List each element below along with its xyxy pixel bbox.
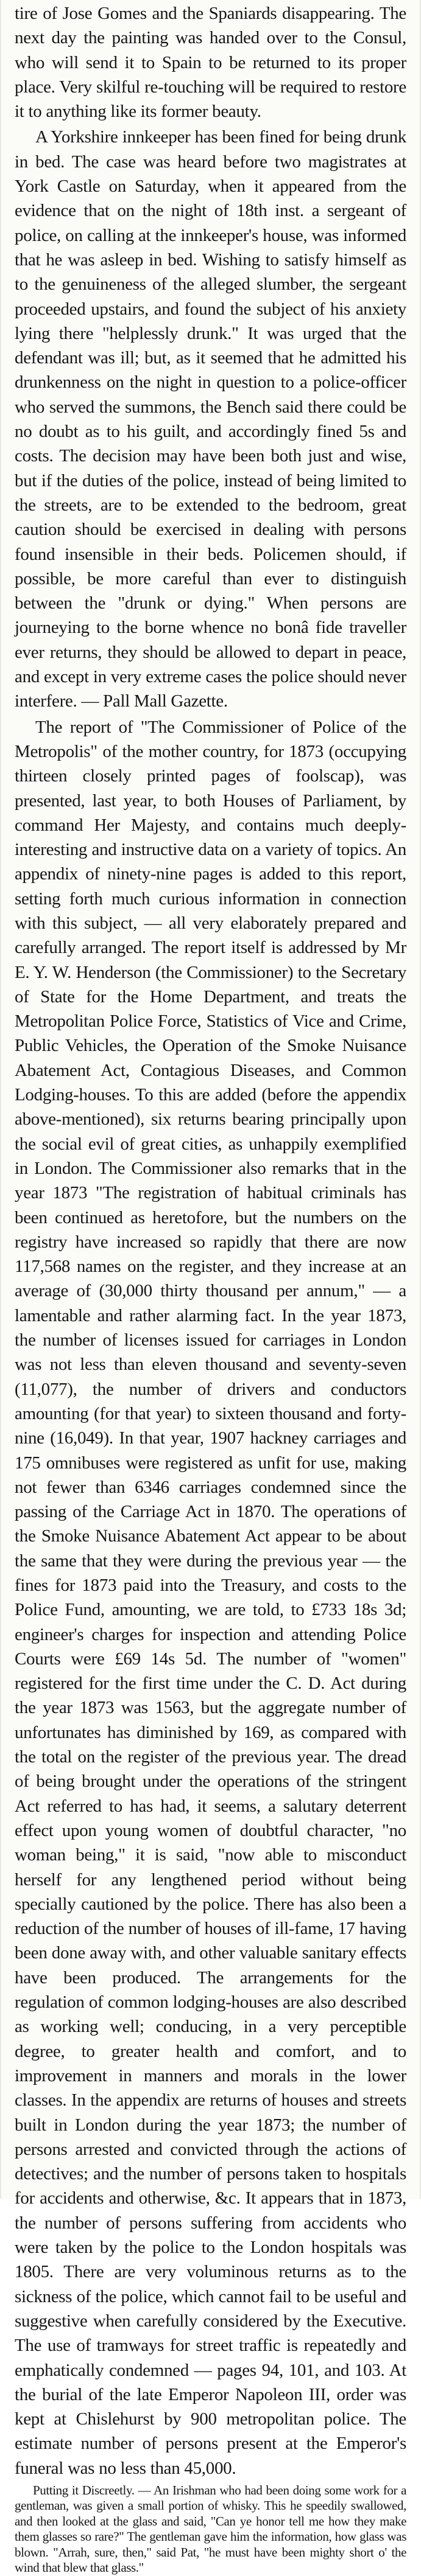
article-spaniards-text: tire of Jose Gomes and the Spaniards disappearing. The next day the painting was handed over to the Consul, who will send it to Spain to be returned to its proper place. Very skilful re-touching will be required to restore it to anything like its former beauty.	[15, 4, 406, 122]
article-police-report	[15, 715, 406, 2480]
article-yorkshire-text: A Yorkshire innkeeper has been fined for being drunk in bed. The case was heard before two magistrates at York Castle on Saturday, when it appeared from the evidence that on the night of 18th inst. a sergeant of police, on calling at the innkeeper's house, was informed that he was asleep in bed. Wishing to satisfy himself as to the genuineness of the alleged slumber, the sergeant proceeded upstairs, and found the subject of his anxiety lying there "helplessly drunk." It was urged that the defendant was ill; but, as it seemed that he admitted his drunkenness on the night in question to a police-officer who served the summons, the Bench said there could be no doubt as to his guilt, and accordingly fined 5s and costs. The decision may have been both just and wise, but if the duties of the police, instead of being limited to the streets, are to be extended to the bedroom, great caution should be exercised in dealing with persons found insensible in their beds. Policemen should, if possible, be more careful than ever to distinguish between the "drunk or dying." When persons are journeying to the borne whence no bonâ fide traveller ever returns, they should be allowed to depart in peace, and except in very extreme cases the police should never interfere. — Pall Mall Gazette.	[15, 127, 406, 711]
article-police-report-text: The report of "The Commissioner of Police of the Metropolis" of the mother country, for 1873 (occupying thirteen closely printed pages of foolscap), was presented, last year, to both Houses of Parliament, by command Her Majesty, and contains much deeply-interesting and instructive data on a variety of topics. An appendix of ninety-nine pages is added to this report, setting forth much curious information in connection with this subject, — all very elaborately prepared and carefully arranged. The report itself is addressed by Mr E. Y. W. Henderson (the Commissioner) to the Secretary of State for the Home Department, and treats the Metropolitan Police Force, Statistics of Vice and Crime, Public Vehicles, the Operation of the Smoke Nuisance Abatement Act, Contagious Diseases, and Common Lodging-houses. To this are added (before the appendix above-mentioned), six returns bearing principally upon the social evil of great cities, as unhappily exemplified in London. The Commissioner also remarks that in the year 1873 "The registration of habitual criminals has been continued as heretofore, but the numbers on the registry have increased so rapidly that there are now 117,568 names on the register, and they increase at an average of (30,000 thirty thousand per annum," — a lamentable and rather alarming fact. In the year 1873, the number of licenses issued for carriages in London was not less than eleven thousand and seventy-seven (11,077), the number of drivers and conductors amounting (for that year) to sixteen thousand and forty-nine (16,049). In that year, 1907 hackney carriages and 175 omnibuses were registered as unfit for use, making not fewer than 6346 carriages condemned since the passing of the Carriage Act in 1870. The operations of the Smoke Nuisance Abatement Act appear to be about the same that they were during the previous year — the fines for 1873 paid into the Treasury, and costs to the Police Fund, amounting, we are told, to £733 18s 3d; engineer's charges for inspection and attending Police Courts were £69 14s 5d. The number of "women" registered for the first time under the C. D. Act during the year 1873 was 1563, but the aggregate number of unfortunates has diminished by 169, as compared with the total on the register of the previous year. The dread of being brought under the operations of the stringent Act referred to has had, it seems, a salutary deterrent effect upon young women of doubtful character, "no woman being," it is said, "now able to misconduct herself for any lengthened period without being specially cautioned by the police. There has also been a reduction of the number of houses of ill-fame, 17 having been done away with, and other valuable sanitary effects have been produced. The arrangements for the regulation of common lodging-houses are also described as working well; conducing, in a very perceptible degree, to greater health and comfort, and to improvement in manners and morals in the lower classes. In the appendix are returns of houses and streets built in London during the year 1873; the number of persons arrested and convicted through the actions of detectives; and the number of persons taken to hospitals for accidents and otherwise, &c. It appears that in 1873, the number of persons suffering from accidents who were taken by the police to the London hospitals was 1805. There are very voluminous returns as to the sickness of the police, which cannot fail to be useful and suggestive when carefully considered by the Executive. The use of tramways for street traffic is repeatedly and emphatically condemned — pages 94, 101, and 103. At the burial of the late Emperor Napoleon III, order was kept at Chislehurst by 900 metropolitan police. The estimate number of persons present at the Emperor's funeral was no less than 45,000.	[15, 717, 406, 2478]
paper-edge-left	[0, 0, 1, 2199]
postscript-text: Putting it Discreetly. — An Irishman who had been doing some work for a gentleman, was given a small portion of whisky. This he speedily swallowed, and then looked at the glass and said, "Can ye honor tell me how they make them glasses so rare?" The gentleman gave him the information, how glass was blown. "Arrah, sure, then," said Pat, "he must have been mighty short o' the wind that blew that glass."	[15, 2482, 406, 2575]
article-yorkshire-innkeeper	[15, 125, 406, 713]
article-spaniards-tail	[15, 1, 406, 124]
postscript-putting-it-discreetly	[15, 2483, 406, 2576]
